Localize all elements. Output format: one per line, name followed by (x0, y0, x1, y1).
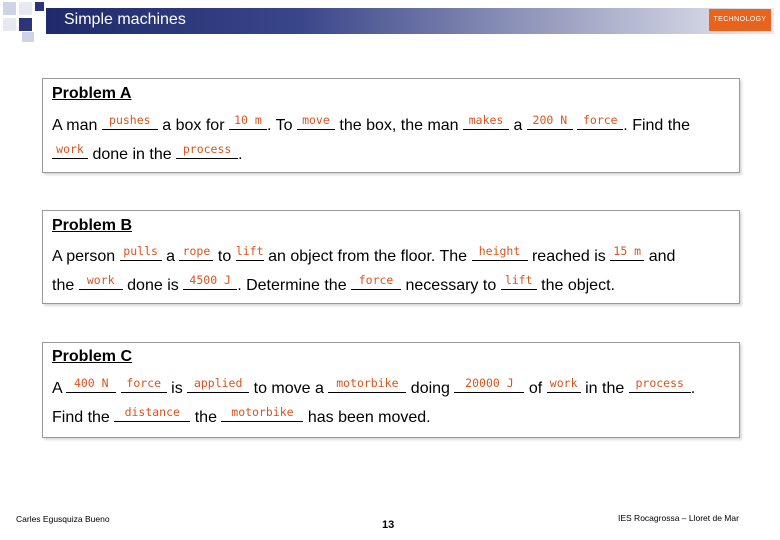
text: . (690, 380, 696, 397)
decor-square (22, 32, 34, 42)
problem-c-line-1 (52, 377, 695, 398)
answer-text: force (582, 113, 618, 127)
problem-b-line-1 (52, 245, 675, 266)
text: . Find the (623, 117, 690, 134)
answer-text: lift (504, 273, 533, 287)
text: a (166, 248, 175, 265)
answer-text: 4500 J (189, 273, 231, 287)
text: . Determine the (237, 277, 347, 294)
answer-blank (79, 274, 123, 290)
answer-text: makes (468, 113, 504, 127)
answer-blank (351, 274, 401, 290)
decor-square (35, 2, 44, 11)
answer-blank (547, 377, 581, 393)
answer-blank (179, 245, 213, 261)
answer-blank (454, 377, 524, 393)
text: a (513, 117, 523, 134)
answer-blank (577, 114, 623, 130)
text: has been moved. (307, 409, 431, 426)
answer-text: 200 N (532, 113, 568, 127)
answer-blank (114, 406, 190, 422)
answer-blank (183, 274, 237, 290)
text: necessary to (405, 277, 497, 294)
text: . To (266, 117, 293, 134)
decor-square (19, 2, 32, 15)
problem-a-line-2 (52, 143, 243, 164)
answer-text: work (56, 142, 84, 156)
text: done in the (92, 146, 172, 163)
answer-text: process (635, 376, 684, 390)
text: done is (127, 277, 179, 294)
answer-blank (297, 114, 335, 130)
problem-c-title: Problem C (52, 348, 133, 365)
footer-school: IES Rocagrossa – Lloret de Mar (618, 513, 739, 523)
answer-blank (66, 377, 116, 393)
problem-a-box (42, 78, 740, 173)
answer-text: 10 m (234, 113, 262, 127)
text: Find the (52, 409, 110, 426)
text: reached is (531, 248, 606, 265)
answer-text: distance (124, 405, 180, 419)
technology-badge: TECHNOLOGY (709, 9, 771, 31)
answer-text: work (86, 273, 115, 287)
answer-blank (501, 274, 537, 290)
answer-text: force (126, 376, 162, 390)
text: of (528, 380, 543, 397)
answer-text: pushes (109, 113, 151, 127)
text: an object from the floor. The (268, 248, 468, 265)
answer-text: lift (235, 244, 264, 258)
answer-text: 15 m (613, 244, 642, 258)
text: to move a (253, 380, 324, 397)
answer-text: rope (182, 244, 211, 258)
text: A person (52, 248, 116, 265)
text: the box, the man (339, 117, 459, 134)
answer-blank (187, 377, 249, 393)
problem-b-title: Problem B (52, 217, 133, 234)
answer-text: height (478, 244, 521, 258)
answer-blank (121, 377, 167, 393)
decor-square (3, 18, 16, 31)
answer-blank (120, 245, 162, 261)
answer-text: 20000 J (465, 376, 514, 390)
answer-blank (176, 143, 238, 159)
problem-b-box (42, 210, 740, 304)
answer-blank (629, 377, 691, 393)
text: to (217, 248, 232, 265)
answer-text: process (182, 142, 232, 156)
answer-blank (229, 114, 267, 130)
page-number: 13 (382, 519, 395, 531)
answer-text: 400 N (73, 376, 109, 390)
answer-blank (52, 143, 88, 159)
text: doing (410, 380, 450, 397)
answer-text: applied (193, 376, 243, 390)
answer-text: force (358, 273, 394, 287)
text: the (52, 277, 75, 294)
answer-blank (472, 245, 528, 261)
answer-text: work (549, 376, 578, 390)
text: . (238, 146, 243, 163)
slide-header (0, 0, 780, 44)
problem-b-line-2 (52, 274, 615, 295)
answer-blank (463, 114, 509, 130)
text: and (648, 248, 676, 265)
footer-author: Carles Egusquiza Bueno (16, 514, 110, 524)
problem-a-line-1 (52, 114, 690, 135)
answer-blank (527, 114, 573, 130)
answer-blank (236, 245, 264, 261)
text: a box for (162, 117, 225, 134)
problem-c-line-2 (52, 406, 431, 427)
slide-title: Simple machines (64, 11, 186, 28)
answer-blank (610, 245, 644, 261)
answer-text: move (302, 113, 330, 127)
answer-text: pulls (123, 244, 158, 258)
problem-a-title: Problem A (52, 85, 132, 102)
text: is (171, 380, 183, 397)
answer-blank (328, 377, 406, 393)
decor-square (3, 2, 16, 15)
answer-blank (221, 406, 303, 422)
answer-blank (102, 114, 158, 130)
decor-square (19, 18, 32, 31)
text: A (52, 380, 62, 397)
text: the (194, 409, 217, 426)
problem-c-box (42, 342, 740, 438)
text: A man (52, 117, 98, 134)
text: in the (585, 380, 625, 397)
answer-text: motorbike (231, 405, 294, 419)
text: the object. (541, 277, 615, 294)
answer-text: motorbike (336, 376, 399, 390)
